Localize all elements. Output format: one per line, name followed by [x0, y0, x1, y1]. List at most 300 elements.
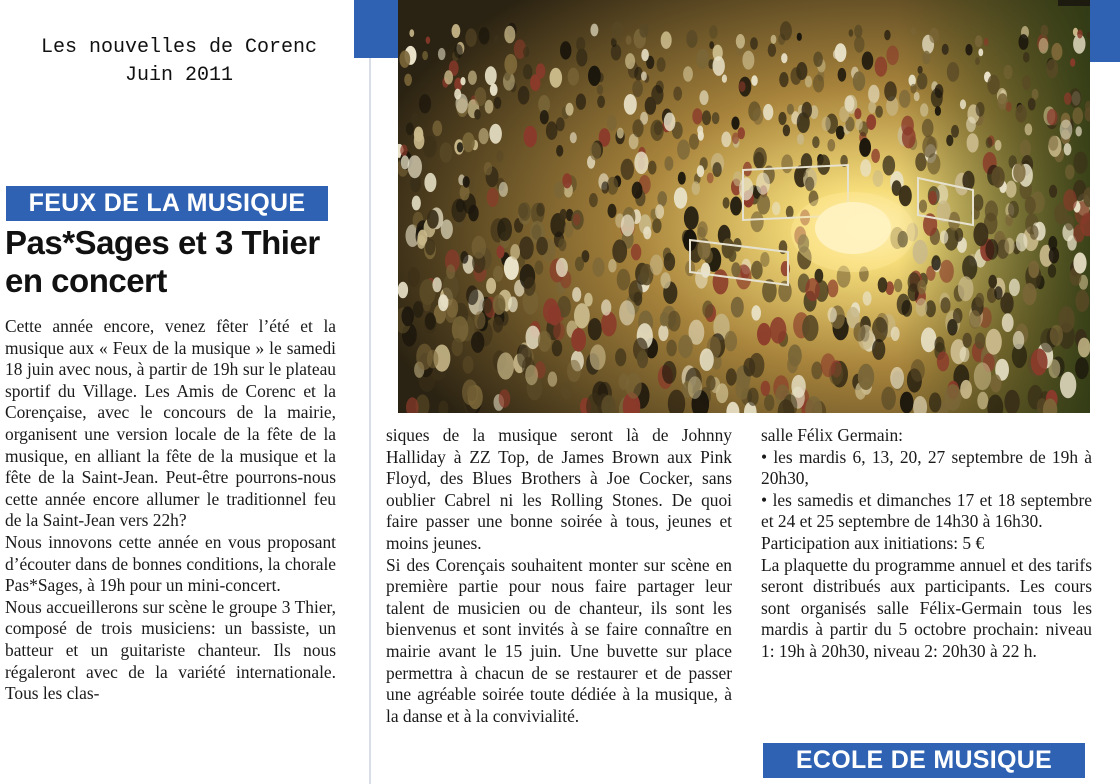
crowd-figure	[546, 121, 558, 140]
crowd-figure	[878, 277, 888, 292]
crowd-figure	[917, 73, 927, 90]
crowd-figure	[783, 124, 790, 136]
crowd-figure	[974, 362, 991, 390]
crowd-figure	[664, 113, 676, 132]
crowd-figure	[944, 384, 961, 411]
crowd-figure	[761, 381, 771, 396]
crowd-figure	[901, 116, 914, 136]
crowd-figure	[886, 46, 898, 66]
crowd-figure	[525, 365, 538, 385]
crowd-figure	[709, 41, 714, 49]
crowd-figure	[575, 257, 584, 272]
crowd-figure	[615, 348, 626, 366]
crowd-figure	[631, 244, 641, 261]
crowd-figure	[751, 75, 758, 86]
paragraph: • les samedis et dimanches 17 et 18 septembre et 24 et 25 septembre de 14h30 à 16h30.	[761, 489, 1092, 532]
crowd-figure	[493, 294, 506, 315]
crowd-figure	[530, 74, 540, 91]
crowd-figure	[1060, 372, 1076, 398]
crowd-figure	[641, 49, 649, 61]
crowd-figure	[523, 64, 533, 79]
crowd-figure	[931, 255, 940, 270]
crowd-figure	[1013, 163, 1025, 183]
crowd-figure	[1031, 349, 1048, 376]
crowd-figure	[713, 56, 725, 76]
crowd-figure	[408, 267, 420, 287]
crowd-figure	[1009, 279, 1020, 297]
crowd-figure	[499, 389, 511, 408]
crowd-figure	[648, 161, 657, 175]
crowd-figure	[1077, 30, 1083, 39]
crowd-figure	[739, 81, 746, 92]
crowd-figure	[524, 126, 537, 148]
page-caption	[0, 34, 358, 90]
crowd-figure	[626, 35, 632, 45]
crowd-figure	[573, 213, 580, 225]
crowd-figure	[632, 182, 643, 199]
crowd-figure	[854, 36, 864, 53]
crowd-figure	[664, 156, 673, 170]
crowd-figure	[871, 149, 880, 163]
column-divider	[369, 0, 371, 784]
crowd-figure	[931, 88, 943, 107]
crowd-figure	[457, 142, 463, 152]
crowd-figure	[684, 206, 699, 230]
crowd-figure	[621, 159, 634, 180]
paragraph: siques de la musique seront là de Johnny Halliday à ZZ Top, de James Brown aux Pink Floyd, des Blues Brothers à Joe Cocker, sans oublier Cabrel ni les Rolling Stones. De quoi faire passer une bonne soirée à tous, jeunes et moins jeunes.	[386, 425, 732, 553]
article-column-1	[5, 316, 336, 705]
crowd-figure	[571, 328, 586, 352]
crowd-figure	[712, 162, 721, 177]
crowd-figure	[828, 307, 837, 322]
crowd-figure	[976, 102, 985, 117]
crowd-figure	[947, 62, 959, 82]
crowd-figure	[750, 37, 758, 49]
crowd-figure	[805, 177, 814, 192]
crowd-figure	[977, 392, 988, 410]
crowd-figure	[1078, 338, 1090, 358]
crowd-figure	[504, 54, 517, 75]
crowd-figure	[465, 28, 477, 47]
article-headline	[5, 224, 355, 300]
concert-crowd-photo	[398, 0, 1090, 413]
crowd-figure	[975, 333, 985, 350]
crowd-figure	[1039, 38, 1049, 54]
crowd-figure	[485, 100, 494, 114]
crowd-figure	[466, 285, 478, 305]
crowd-figure	[468, 71, 477, 85]
crowd-figure	[440, 142, 453, 163]
crowd-figure	[536, 203, 545, 217]
crowd-figure	[668, 311, 681, 332]
crowd-figure	[724, 331, 737, 352]
crowd-figure	[899, 90, 910, 108]
crowd-figure	[486, 278, 496, 294]
paragraph: • les mardis 6, 13, 20, 27 septembre de 19h à 20h30,	[761, 446, 1092, 489]
crowd-figure	[919, 200, 927, 213]
crowd-figure	[1020, 140, 1031, 158]
crowd-figure	[402, 306, 414, 326]
crowd-figure	[702, 301, 713, 319]
crowd-figure	[550, 68, 563, 88]
crowd-figure	[988, 275, 997, 289]
crowd-figure	[1028, 261, 1039, 279]
crowd-figure	[474, 109, 481, 120]
crowd-figure	[797, 33, 802, 41]
paragraph: Nous accueillerons sur scène le groupe 3 Thier, composé de trois musiciens: un bassiste, un batteur et un guitariste chanteur. Ils nous régaleront avec de la variété internationale. Tous les clas-	[5, 596, 336, 704]
crowd-figure	[990, 374, 1001, 392]
crowd-figure	[661, 272, 671, 288]
crowd-figure	[552, 340, 562, 357]
crowd-figure	[753, 108, 763, 125]
crowd-figure	[673, 87, 682, 101]
crowd-figure	[518, 86, 530, 105]
crowd-figure	[588, 66, 601, 86]
crowd-figure	[1051, 43, 1062, 61]
crowd-figure	[1013, 331, 1024, 349]
crowd-figure	[969, 310, 981, 329]
crowd-figure	[768, 43, 776, 56]
crowd-figure	[686, 30, 697, 48]
crowd-figure	[1041, 25, 1049, 37]
crowd-figure	[821, 353, 836, 377]
crowd-figure	[519, 236, 534, 259]
crowd-figure	[916, 298, 928, 316]
crowd-figure	[965, 44, 972, 55]
crowd-figure	[966, 117, 976, 133]
crowd-figure	[463, 356, 474, 374]
crowd-figure	[1032, 89, 1039, 100]
crowd-figure	[751, 211, 764, 232]
crowd-figure	[995, 140, 1002, 151]
crowd-figure	[1064, 143, 1072, 155]
crowd-figure	[991, 166, 1004, 187]
crowd-figure	[1073, 107, 1084, 124]
crowd-figure	[1048, 264, 1056, 277]
crowd-figure	[1064, 92, 1072, 104]
paragraph: Participation aux initiations: 5 €	[761, 532, 985, 553]
crowd-figure	[474, 311, 485, 329]
crowd-figure	[699, 90, 708, 105]
crowd-figure	[1047, 109, 1057, 126]
crowd-figure	[490, 84, 498, 96]
crowd-figure	[921, 327, 937, 352]
crowd-figure	[657, 191, 667, 206]
crowd-figure	[922, 51, 930, 64]
crowd-figure	[881, 387, 896, 410]
crowd-figure	[588, 318, 602, 340]
crowd-figure	[556, 145, 563, 157]
crowd-figure	[494, 35, 500, 45]
crowd-figure	[432, 120, 442, 136]
crowd-figure	[568, 68, 579, 86]
crowd-figure	[674, 187, 687, 208]
crowd-figure	[770, 317, 787, 344]
crowd-figure	[650, 255, 663, 276]
paragraph: salle Félix Germain:	[761, 425, 903, 445]
crowd-figure	[973, 223, 988, 247]
crowd-figure	[621, 214, 635, 236]
crowd-figure	[611, 22, 623, 41]
crowd-figure	[862, 52, 874, 70]
crowd-figure	[751, 261, 763, 279]
crowd-figure	[590, 24, 598, 37]
crowd-figure	[1075, 357, 1089, 379]
crowd-figure	[572, 287, 581, 302]
crowd-figure	[590, 344, 606, 370]
crowd-figure	[764, 394, 774, 411]
crowd-figure	[884, 30, 890, 40]
crowd-figure	[875, 106, 883, 118]
crowd-figure	[413, 301, 424, 318]
crowd-figure	[601, 312, 617, 337]
crowd-figure	[1023, 283, 1037, 305]
crowd-figure	[731, 297, 744, 318]
crowd-figure	[508, 297, 518, 313]
section-banner-label: ECOLE DE MUSIQUE	[795, 746, 1053, 774]
crowd-figure	[518, 203, 528, 219]
crowd-figure	[479, 128, 489, 144]
crowd-figure	[946, 135, 953, 146]
crowd-figure	[1063, 189, 1077, 211]
crowd-figure	[967, 133, 979, 152]
crowd-figure	[721, 132, 731, 148]
crowd-figure	[641, 71, 647, 80]
crowd-figure	[493, 266, 503, 282]
crowd-figure	[482, 298, 492, 313]
crowd-figure	[412, 196, 421, 211]
crowd-figure	[872, 339, 885, 360]
crowd-figure	[797, 134, 804, 145]
crowd-figure	[462, 132, 475, 152]
crowd-figure	[664, 253, 675, 271]
crowd-figure	[574, 303, 590, 328]
crowd-figure	[601, 299, 611, 315]
crowd-figure	[617, 128, 624, 139]
crowd-figure	[1015, 104, 1026, 122]
crowd-figure	[497, 218, 512, 242]
crowd-figure	[900, 392, 914, 413]
crowd-figure	[427, 210, 439, 229]
crowd-figure	[683, 66, 693, 82]
crowd-figure	[940, 230, 948, 243]
section-banner-label: FEUX DE LA MUSIQUE	[28, 189, 306, 217]
crowd-figure	[617, 269, 631, 291]
crowd-figure	[475, 87, 487, 106]
crowd-figure	[401, 155, 410, 169]
crowd-figure	[757, 323, 771, 346]
crowd-figure	[454, 44, 463, 58]
crowd-figure	[813, 52, 823, 67]
crowd-figure	[597, 96, 605, 108]
crowd-figure	[911, 27, 916, 35]
crowd-figure	[1050, 325, 1063, 346]
crowd-figure	[786, 206, 794, 219]
crowd-figure	[1006, 102, 1012, 112]
crowd-figure	[812, 136, 819, 148]
crowd-figure	[652, 218, 661, 233]
crowd-figure	[975, 35, 983, 47]
crowd-figure	[960, 380, 972, 399]
crowd-figure	[538, 331, 551, 352]
crowd-figure	[444, 70, 453, 84]
crowd-figure	[757, 194, 770, 215]
crowd-figure	[504, 26, 515, 44]
section-banner-feux	[6, 186, 328, 221]
crowd-figure	[423, 298, 432, 312]
crowd-figure	[1028, 98, 1036, 110]
crowd-figure	[781, 154, 793, 173]
crowd-figure	[446, 264, 455, 279]
crowd-figure	[398, 282, 408, 299]
crowd-figure	[632, 80, 643, 97]
crowd-figure	[689, 134, 699, 150]
crowd-figure	[854, 108, 861, 119]
crowd-figure	[688, 376, 702, 399]
crowd-figure	[772, 202, 780, 215]
crowd-figure	[634, 152, 648, 175]
crowd-figure	[866, 114, 876, 130]
crowd-figure	[655, 204, 664, 219]
decorative-blue-block-right	[1090, 0, 1120, 62]
crowd-figure	[608, 259, 616, 272]
crowd-figure	[678, 172, 686, 185]
crowd-figure	[479, 27, 490, 44]
crowd-figure	[1030, 225, 1039, 239]
crowd-figure	[960, 99, 966, 109]
headline-line-2: en concert	[5, 262, 167, 299]
headline-line-1: Pas*Sages et 3 Thier	[5, 224, 320, 261]
crowd-figure	[709, 25, 717, 39]
crowd-figure	[751, 305, 761, 320]
crowd-figure	[463, 176, 470, 188]
crowd-figure	[1046, 59, 1058, 78]
crowd-figure	[732, 133, 739, 145]
crowd-figure	[929, 28, 939, 44]
crowd-figure	[935, 337, 945, 353]
crowd-figure	[589, 193, 598, 207]
crowd-figure	[422, 51, 428, 60]
paragraph: Nous innovons cette année en vous proposant d’écouter dans de bonnes conditions, la chorale Pas*Sages, à 19h pour un mini-concert.	[5, 531, 336, 596]
crowd-figure	[637, 350, 648, 368]
crowd-figure	[698, 131, 704, 141]
crowd-figure	[560, 209, 567, 221]
crowd-figure	[1065, 215, 1075, 230]
crowd-figure	[650, 120, 663, 141]
crowd-figure	[456, 94, 468, 114]
crowd-figure	[607, 115, 617, 131]
crowd-figure	[399, 51, 410, 68]
crowd-figure	[678, 335, 693, 358]
decorative-blue-block-left	[354, 0, 398, 58]
crowd-figure	[853, 71, 865, 91]
crowd-figure	[425, 312, 436, 330]
paragraph: Si des Corençais souhaitent monter sur scène en première partie pour nous faire partager leur talent de musicien ou de chanteur, ils sont les bienvenus et sont invités à se faire connaître en mairie avant le 15 juin. Une buvette sur place permettra à chacun de se restaurer et de passer une agréable soirée toute dédiée à la musique, à la danse et à la convivialité.	[386, 554, 732, 726]
crowd-figure	[787, 104, 794, 115]
crowd-figure	[565, 103, 573, 116]
crowd-figure	[1004, 65, 1013, 79]
crowd-figure	[927, 153, 940, 174]
crowd-figure	[736, 34, 745, 49]
crowd-figure	[958, 276, 974, 301]
crowd-figure	[920, 103, 928, 116]
section-banner-ecole	[763, 743, 1085, 778]
crowd-figure	[639, 23, 648, 38]
crowd-figure	[778, 112, 786, 125]
crowd-figure	[875, 57, 888, 77]
crowd-figure	[707, 173, 714, 184]
crowd-figure	[567, 360, 581, 382]
crowd-figure	[570, 132, 577, 143]
crowd-figure	[1049, 185, 1057, 198]
crowd-figure	[754, 152, 764, 169]
crowd-figure	[1075, 290, 1089, 312]
crowd-figure	[660, 312, 669, 326]
crowd-figure	[662, 361, 676, 384]
crowd-figure	[560, 41, 571, 59]
crowd-figure	[423, 136, 437, 158]
crowd-figure	[697, 165, 704, 177]
crowd-figure	[590, 142, 601, 160]
crowd-figure	[779, 72, 788, 87]
crowd-figure	[629, 280, 643, 302]
crowd-figure	[1025, 197, 1036, 215]
crowd-figure	[426, 37, 431, 44]
crowd-figure	[696, 49, 709, 69]
crowd-figure	[1048, 236, 1057, 251]
crowd-figure	[892, 180, 902, 196]
crowd-figure	[780, 21, 792, 40]
crowd-figure	[978, 49, 983, 57]
crowd-figure	[712, 112, 720, 124]
crowd-figure	[805, 278, 819, 301]
crowd-figure	[914, 92, 920, 101]
crowd-figure	[576, 37, 585, 52]
crowd-figure	[713, 269, 729, 294]
crowd-figure	[1070, 58, 1075, 66]
crowd-figure	[849, 29, 854, 36]
crowd-figure	[424, 173, 436, 192]
crowd-figure	[937, 351, 949, 371]
caption-line-2: Juin 2011	[124, 64, 234, 87]
crowd-figure	[666, 340, 676, 357]
crowd-figure	[1022, 76, 1031, 91]
crowd-figure	[722, 75, 727, 83]
crowd-figure	[835, 43, 847, 62]
crowd-figure	[561, 382, 572, 399]
crowd-figure	[1065, 164, 1075, 179]
crowd-figure	[489, 124, 502, 144]
crowd-figure	[487, 188, 499, 207]
crowd-figure	[763, 104, 773, 120]
crowd-figure	[960, 347, 970, 363]
crowd-figure	[576, 94, 586, 110]
crowd-figure	[929, 392, 941, 412]
crowd-figure	[1049, 359, 1061, 378]
crowd-figure	[1073, 252, 1086, 273]
crowd-figure	[963, 333, 972, 348]
crowd-figure	[910, 84, 916, 94]
crowd-figure	[844, 96, 854, 112]
crowd-figure	[554, 181, 565, 198]
crowd-figure	[883, 156, 896, 176]
crowd-figure	[1002, 313, 1014, 332]
crowd-figure	[859, 138, 871, 157]
crowd-figure	[942, 44, 949, 55]
crowd-figure	[523, 47, 529, 57]
crowd-figure	[494, 97, 502, 109]
article-column-2	[386, 425, 732, 727]
